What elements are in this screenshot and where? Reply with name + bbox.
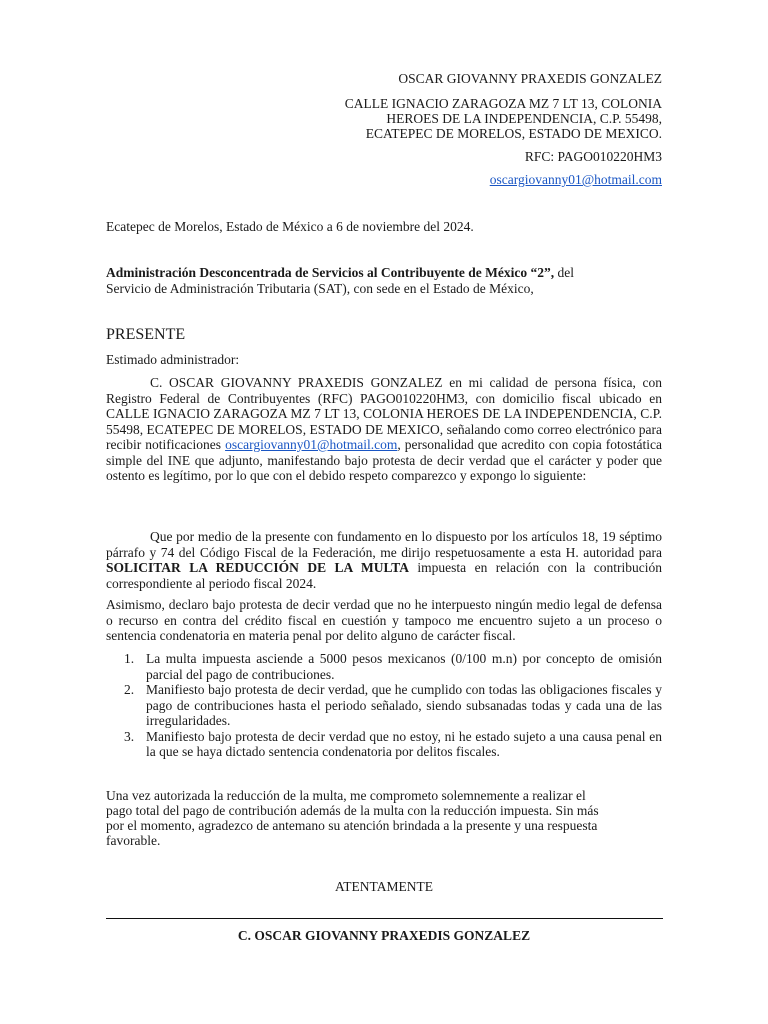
numbered-list — [106, 651, 662, 760]
closing-line-2: pago total del pago de contribución además de la multa con la reducción impuesta. Sin más — [106, 803, 599, 818]
list-item-number: 2. — [124, 682, 135, 697]
paragraph-declaration: Asimismo, declaro bajo protesta de decir verdad que no he interpuesto ningún medio legal de defensa o recurso en contra del crédito fiscal en cuestión y tampoco me encuentro sujeto a un proceso o sentencia condenatoria en materia penal por delito alguno de carácter fiscal. — [106, 597, 662, 643]
recipient-line-2: Servicio de Administración Tributaria (SAT), con sede en el Estado de México, — [106, 281, 534, 296]
sender-rfc: RFC: PAGO010220HM3 — [524, 149, 662, 164]
recipient-line-1-rest: del — [554, 265, 574, 280]
recipient-line-1 — [106, 265, 666, 281]
list-item — [106, 729, 662, 760]
paragraph-introduction-part-1: C. OSCAR GIOVANNY PRAXEDIS GONZALEZ en mi calidad de persona física, con Registro Federal de Contribuyentes (RFC) PAGO010220HM3, con domicilio fiscal ubicado en CALLE IGNACIO ZARAGOZA MZ 7 LT 13, COLONIA HEROES DE LA INDEPENDENCIA, C.P. 55498, ECATEPEC DE MORELOS, ESTADO DE MEXICO, señalando como correo electrónico para recibir notificaciones — [106, 375, 662, 452]
recipient-office: Administración Desconcentrada de Servicios al Contribuyente de México “2”, — [106, 265, 555, 280]
sender-address-line-3: ECATEPEC DE MORELOS, ESTADO DE MEXICO. — [365, 126, 662, 141]
list-item-number: 3. — [124, 728, 135, 744]
list-item — [106, 682, 662, 729]
closing-line-4: favorable. — [106, 833, 161, 848]
signature-name — [106, 928, 662, 944]
request-highlight: SOLICITAR LA REDUCCIÓN DE LA MULTA — [106, 560, 409, 575]
signature-name-text: C. OSCAR GIOVANNY PRAXEDIS GONZALEZ — [237, 928, 531, 943]
list-item-text: Manifiesto bajo protesta de decir verdad que no estoy, ni he estado sujeto a una causa penal en la que se haya dictado sentencia condenatoria por delitos fiscales. — [146, 728, 662, 759]
paragraph-request-part-1: Que por medio de la presente con fundamento en lo dispuesto por los artículos 18, 19 séptimo párrafo y 74 del Código Fiscal de la Federación, me dirijo respetuosamente a esta H. autoridad para — [106, 529, 662, 560]
closing-line-1: Una vez autorizada la reducción de la multa, me comprometo solemnemente a realizar el — [106, 788, 586, 803]
sender-name: OSCAR GIOVANNY PRAXEDIS GONZALEZ — [398, 71, 662, 86]
date-line: Ecatepec de Morelos, Estado de México a 6 de noviembre del 2024. — [106, 219, 474, 234]
sender-address-line-1: CALLE IGNACIO ZARAGOZA MZ 7 LT 13, COLONIA — [344, 96, 662, 111]
list-item-text: Manifiesto bajo protesta de decir verdad, que he cumplido con todas las obligaciones fiscales y pago de contribuciones hasta el periodo señalado, siendo subsanadas todas y cada una de las irregularidades. — [146, 682, 662, 728]
atentamente: ATENTAMENTE — [335, 879, 433, 894]
greeting: Estimado administrador: — [106, 352, 240, 367]
paragraph-introduction — [106, 375, 662, 484]
paragraph-request — [106, 529, 662, 591]
list-item — [106, 651, 662, 682]
list-item-number: 1. — [124, 651, 135, 666]
paragraph-introduction-part-2: , personalidad que acredito con copia fotostática simple del INE que adjunto, manifestando bajo protesta de decir verdad que el carácter y poder que ostento es legítimo, por lo que con el debido respeto comparezco y expongo lo siguiente: — [106, 437, 662, 483]
presente-heading: PRESENTE — [106, 326, 186, 343]
signature-line — [106, 918, 663, 919]
list-item-text: La multa impuesta asciende a 5000 pesos mexicanos (0/100 m.n) por concepto de omisión parcial del pago de contribuciones. — [146, 651, 662, 682]
closing-line-3: por el momento, agradezco de antemano su atención brindada a la presente y una respuesta — [106, 818, 598, 833]
paragraph-request-part-2: impuesta en relación con la contribución correspondiente al periodo fiscal 2024. — [106, 560, 663, 591]
sender-email-link[interactable]: oscargiovanny01@hotmail.com — [489, 172, 662, 187]
paragraph-email-link[interactable]: oscargiovanny01@hotmail.com — [225, 437, 398, 452]
sender-address-line-2: HEROES DE LA INDEPENDENCIA, C.P. 55498, — [386, 111, 662, 126]
